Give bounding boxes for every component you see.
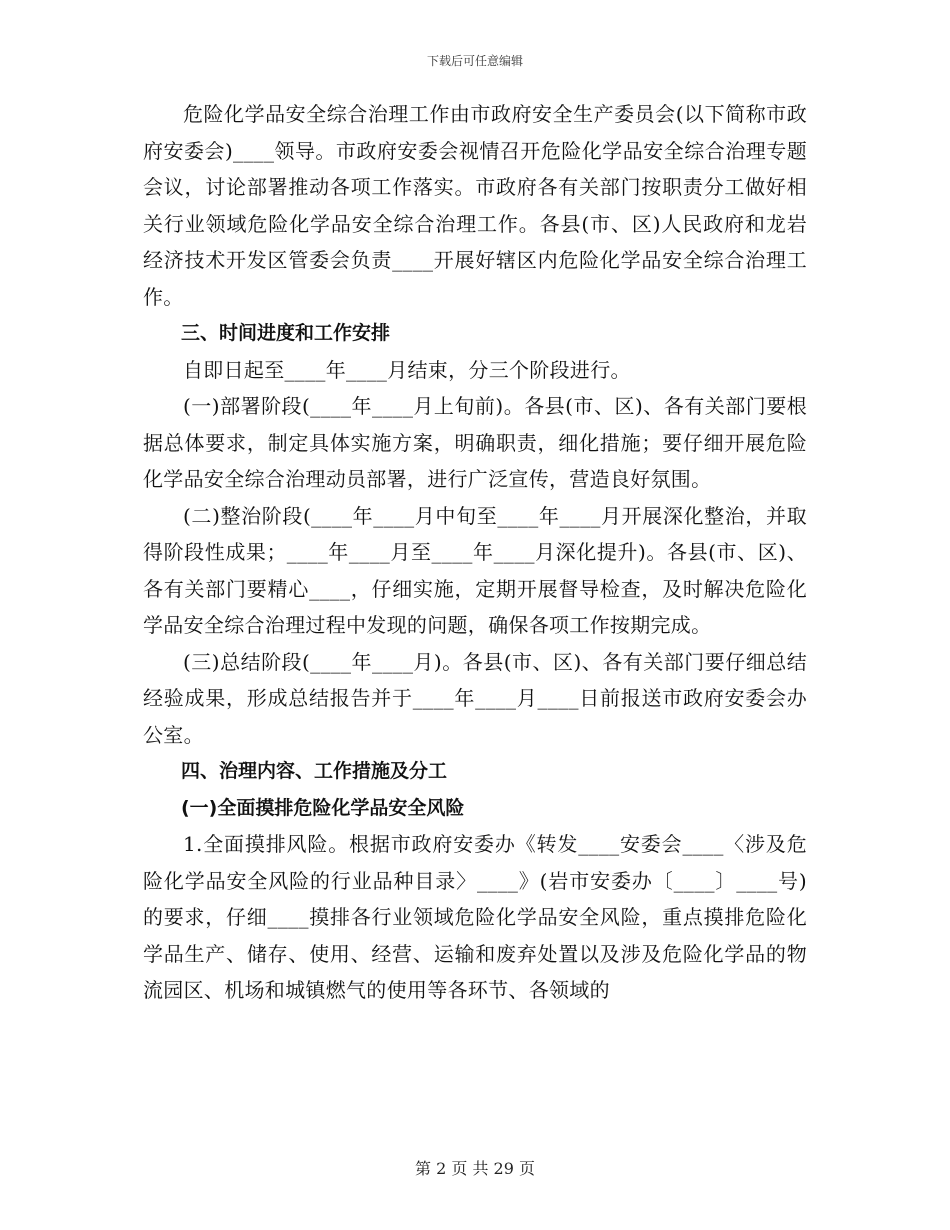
paragraph-timeline: 自即日起至____年____月结束，分三个阶段进行。 bbox=[183, 357, 631, 382]
page-number-footer: 第 2 页 共 29 页 bbox=[415, 1159, 535, 1178]
document-body bbox=[143, 96, 807, 1009]
section-heading-schedule: 三、时间进度和工作安排 bbox=[181, 322, 391, 344]
paragraph-risk-survey: 1.全面摸排风险。根据市政府安委办《转发____安委会____〈涉及危险化学品安全风险的行业品种目录〉____》(岩市安委办〔____〕____号)的要求，仔细____摸排各行业领域危险化学品安全风险，重点摸排危险化学品生产、储存、使用、经营、运输和废弃处置以及涉及危险化学品的物流园区、机场和城镇燃气的使用等各环节、各领域的 bbox=[143, 832, 807, 1002]
subsection-heading-risk: (一)全面摸排危险化学品安全风险 bbox=[181, 796, 465, 819]
paragraph-rectification-stage: (二)整治阶段(____年____月中旬至____年____月开展深化整治，并取得阶段性成果；____年____月至____年____月深化提升)。各县(市、区)、各有关部门要精心____，仔细实施，定期开展督导检查，及时解决危险化学品安全综合治理过程中发现的问题，确保各项工作按期完成。 bbox=[143, 503, 807, 637]
section-heading-measures: 四、治理内容、工作措施及分工 bbox=[181, 760, 448, 782]
paragraph-deployment-stage: (一)部署阶段(____年____月上旬前)。各县(市、区)、各有关部门要根据总体要求，制定具体实施方案，明确职责，细化措施；要仔细开展危险化学品安全综合治理动员部署，进行广泛宣传，营造良好氛围。 bbox=[143, 394, 807, 491]
paragraph-leadership: 危险化学品安全综合治理工作由市政府安全生产委员会(以下简称市政府安委会)____领导。市政府安委会视情召开危险化学品安全综合治理专题会议，讨论部署推动各项工作落实。市政府各有关部门按职责分工做好相关行业领域危险化学品安全综合治理工作。各县(市、区)人民政府和龙岩经济技术开发区管委会负责____开展好辖区内危险化学品安全综合治理工作。 bbox=[143, 102, 807, 309]
page-header: 下载后可任意编辑 bbox=[426, 54, 523, 68]
paragraph-summary-stage: (三)总结阶段(____年____月)。各县(市、区)、各有关部门要仔细总结经验成果，形成总结报告并于____年____月____日前报送市政府安委会办公室。 bbox=[143, 649, 807, 747]
